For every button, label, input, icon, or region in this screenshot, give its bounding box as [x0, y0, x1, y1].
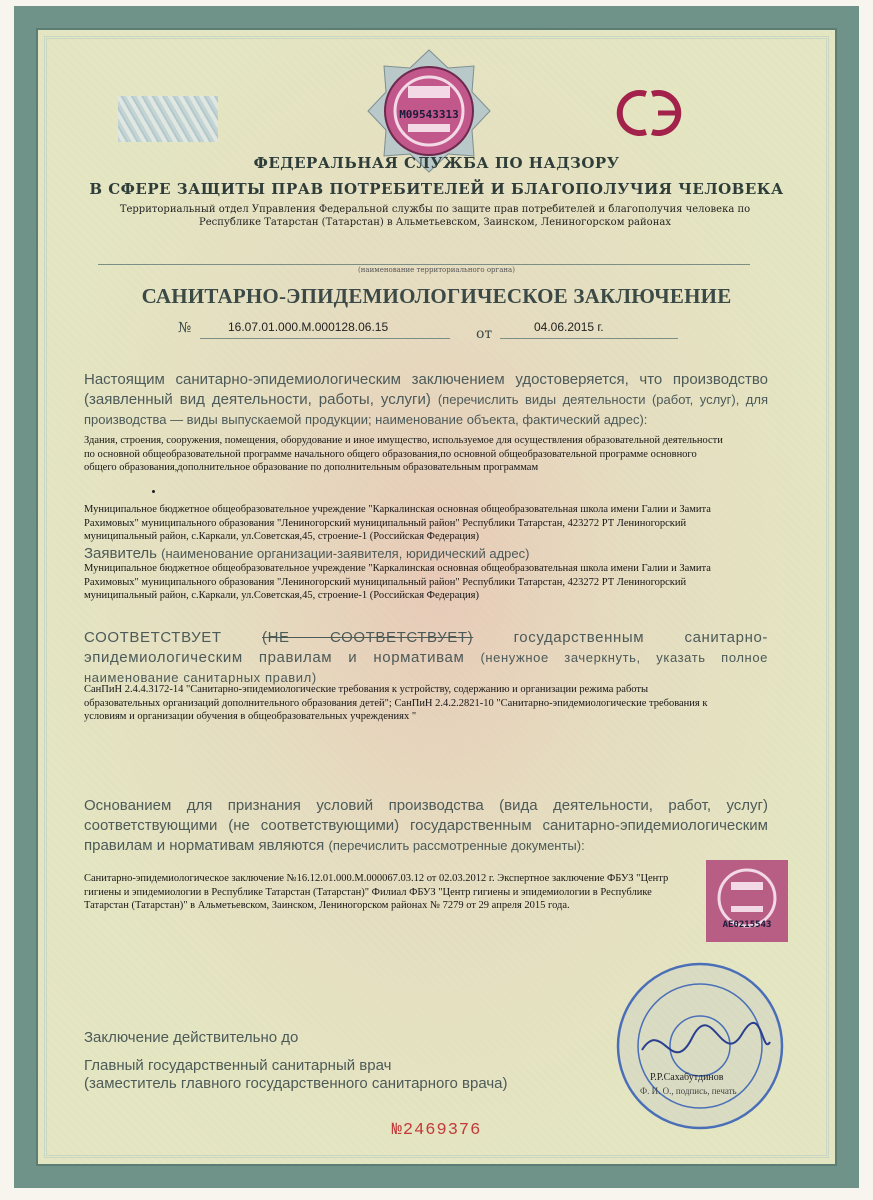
production-heading-main: Настоящим санитарно-эпидемиологическим заключением удостоверяется, что производство (заявленный вид деятельности, работы, услуги) [84, 371, 768, 408]
compliance-text: СанПиН 2.4.4.3172-14 "Санитарно-эпидемиологические требования к устройству, содержанию и организации режима работы образовательных организаций дополнительного образования детей"; СанПиН 2.4.2.2821-10 "Санитарно-эпидемиологические требования к условиям и организации обучения в общеобразовательных учреждениях " [84, 684, 708, 722]
agency-name-line1: ФЕДЕРАЛЬНАЯ СЛУЖБА ПО НАДЗОРУ [253, 154, 620, 172]
not-complies-label: (НЕ СООТВЕТСТВУЕТ) [262, 629, 474, 646]
emblem-serial-top: M09543313 [399, 108, 459, 121]
applicant-heading-aside: (наименование организации-заявителя, юридический адрес) [161, 546, 530, 561]
chief-doctor-line1: Главный государственный санитарный врач [84, 1057, 392, 1074]
basis-heading-main: Основанием для признания условий производства (вида деятельности, работ, услуг) соответствующими (не соответствующими) государственным санитарно-эпидемиологическим правилам и нормативам являются [84, 797, 768, 854]
signer-name: Р.Р.Сахабутдинов [650, 1072, 724, 1083]
compliance-heading [84, 628, 768, 688]
date-rule [500, 338, 678, 339]
sanitary-certification-logo-icon [608, 86, 694, 140]
chief-doctor-line2: (заместитель главного государственного санитарного врача) [84, 1075, 508, 1092]
document-number: 16.07.01.000.М.000128.06.15 [228, 320, 389, 334]
ink-dot [152, 490, 155, 493]
form-serial-number: №2469376 [391, 1121, 482, 1140]
complies-label: СООТВЕТСТВУЕТ [84, 629, 222, 646]
round-official-seal-icon [612, 958, 788, 1134]
compliance-heading-aside: (ненужное зачеркнуть, указать полное наименование санитарных правил) [84, 650, 768, 685]
object-text: Муниципальное бюджетное общеобразовательное учреждение "Каркалинская основная общеобразовательная школа имени Галии и Замита Рахимовых" муниципального образования "Лениногорский муниципальный район" Республики Татарстан, 423272 РТ Лениногорский муниципальный район, с.Каркали, ул.Советская,45, строение-1 (Российская Федерация) [84, 504, 711, 542]
basis-heading-aside: (перечислить рассмотренные документы): [328, 838, 585, 853]
number-label: № [178, 320, 192, 336]
production-heading-aside: (перечислить виды деятельности (работ, услуг), для производства — виды выпускаемой продукции; наименование объекта, фактический адрес): [84, 392, 769, 427]
compliance-heading-rest: государственным санитарно-эпидемиологическим правилам и нормативам [84, 629, 768, 666]
production-text: Здания, строения, сооружения, помещения, оборудование и иное имущество, используемое для осуществления образовательной деятельности по основной общеобразовательной программе начального общего образования,по основной общеобразовательной программе основного общего образования,дополнительное образование по дополнительным образовательным программам [84, 435, 723, 473]
territorial-rule [98, 264, 750, 265]
number-rule [200, 338, 450, 339]
signer-caption: Ф. И. О., подпись, печать [640, 1086, 737, 1096]
document-date: 04.06.2015 г. [534, 320, 604, 334]
applicant-heading [84, 544, 768, 564]
hologram-emblem-icon [704, 858, 790, 944]
agency-name-line2: В СФЕРЕ ЗАЩИТЫ ПРАВ ПОТРЕБИТЕЛЕЙ И БЛАГОПОЛУЧИЯ ЧЕЛОВЕКА [89, 180, 784, 198]
territorial-body: Территориальный отдел Управления Федеральной службы по защите прав потребителей и благополучия человека по Республике Татарстан (Татарстан) в Альметьевском, Заинском, Лениногорском районах [119, 204, 751, 228]
basis-text: Санитарно-эпидемиологическое заключение №16.12.01.000.М.000067.03.12 от 02.03.2012 г. Экспертное заключение ФБУЗ "Центр гигиены и эпидемиологии в Республике Татарстан (Татарстан)" Филиал ФБУЗ "Центр гигиены и эпидемиологии в Республике Татарстан (Татарстан)" в Альметьевском, Заинском, Лениногорском районах № 7279 от 29 апреля 2015 года. [84, 873, 669, 911]
production-heading [84, 370, 768, 430]
date-label: от [476, 326, 493, 342]
applicant-text: Муниципальное бюджетное общеобразовательное учреждение "Каркалинская основная общеобразовательная школа имени Галии и Замита Рахимовых" муниципального образования "Лениногорский муниципальный район" Республики Татарстан, 423272 РТ Лениногорский муниципальный район, с.Каркали, ул.Советская,45, строение-1 (Российская Федерация) [84, 563, 711, 601]
document-title: САНИТАРНО-ЭПИДЕМИОЛОГИЧЕСКОЕ ЗАКЛЮЧЕНИЕ [141, 284, 732, 308]
hologram-strip-icon [118, 96, 218, 142]
emblem-serial-side: AE0215543 [722, 920, 772, 930]
basis-heading [84, 796, 768, 856]
territorial-caption: (наименование территориального органа) [358, 266, 515, 274]
applicant-heading-main: Заявитель [84, 545, 157, 562]
valid-until-label: Заключение действительно до [84, 1029, 299, 1046]
